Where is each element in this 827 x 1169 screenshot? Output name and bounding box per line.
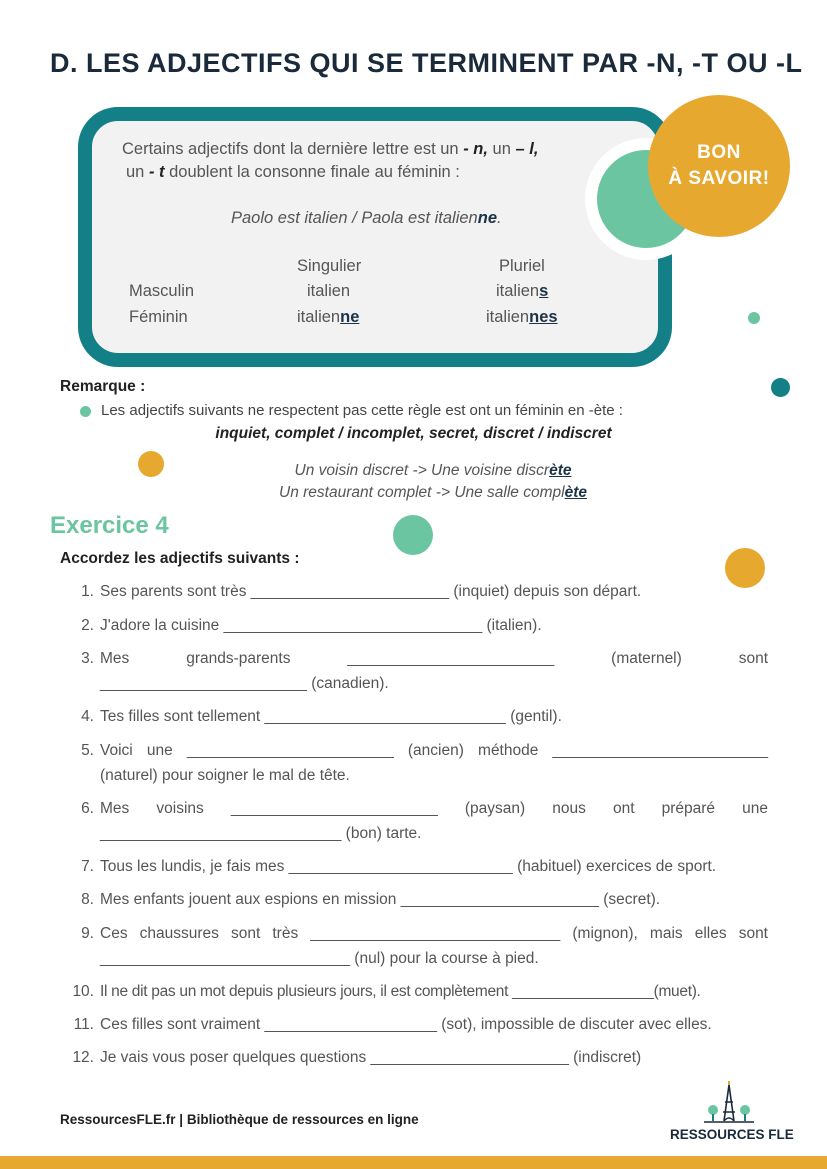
ending: ne xyxy=(340,308,360,326)
item-number: 3. xyxy=(81,650,94,667)
item-number: 6. xyxy=(81,800,94,817)
exercise-item xyxy=(68,613,768,638)
exercise-item xyxy=(68,1045,768,1070)
item-number: 8. xyxy=(81,891,94,908)
rule-example xyxy=(231,209,502,228)
intro-text: un xyxy=(126,163,149,181)
exercise-item xyxy=(68,887,768,912)
rule-intro-line-2 xyxy=(126,163,460,182)
item-number: 4. xyxy=(81,708,94,725)
decorative-circle-green-2 xyxy=(393,515,433,555)
badge-line-2: À SAVOIR! xyxy=(668,168,770,189)
item-number: 9. xyxy=(81,925,94,942)
logo-text: RESSOURCES FLE xyxy=(670,1127,794,1142)
decorative-dot-green xyxy=(748,312,760,324)
item-text: Ces chaussures sont très _____________________________ (mignon), mais elles sont _____________________________ (nul) pour la course à pied. xyxy=(100,925,768,967)
ending: nes xyxy=(529,308,558,326)
item-text: Tes filles sont tellement ____________________________ (gentil). xyxy=(100,708,562,725)
item-text: Voici une ________________________ (ancien) méthode _________________________ (naturel) pour soigner le mal de tête. xyxy=(100,742,768,784)
example-text: Un restaurant complet -> Une salle compl xyxy=(279,484,565,501)
item-text: Ses parents sont très _______________________ (inquiet) depuis son départ. xyxy=(100,583,642,600)
remark-adjective-list: inquiet, complet / incomplet, secret, discret / indiscret xyxy=(215,425,612,442)
item-text: Mes voisins ________________________ (paysan) nous ont préparé une ____________________________ (bon) tarte. xyxy=(100,800,768,842)
bottom-bar xyxy=(0,1156,827,1169)
masculin-singulier: italien xyxy=(307,282,351,300)
item-number: 5. xyxy=(81,742,94,759)
remark-text: Les adjectifs suivants ne respectent pas cette règle est ont un féminin en -ète : xyxy=(101,402,623,419)
stem: italien xyxy=(297,308,341,326)
exercise-item xyxy=(68,704,768,729)
item-number: 1. xyxy=(81,583,94,600)
letter-l: – l, xyxy=(515,140,539,158)
exercise-item xyxy=(68,646,768,696)
exercise-item xyxy=(68,854,768,879)
bon-a-savoir-badge xyxy=(648,95,790,237)
bullet-icon xyxy=(80,406,91,417)
exercise-item xyxy=(68,1012,768,1037)
example-ending: ète xyxy=(549,462,572,479)
exercise-title: Exercice 4 xyxy=(50,512,169,539)
item-number: 10. xyxy=(72,983,94,1000)
item-text: Je vais vous poser quelques questions _______________________ (indiscret) xyxy=(100,1049,642,1066)
badge-line-1: BON xyxy=(697,142,741,163)
item-number: 12. xyxy=(72,1049,94,1066)
col-header-singulier: Singulier xyxy=(297,257,362,275)
feminin-singulier xyxy=(297,308,359,327)
exercise-item xyxy=(68,579,768,604)
item-number: 7. xyxy=(81,858,94,875)
item-number: 2. xyxy=(81,617,94,634)
col-header-pluriel: Pluriel xyxy=(499,257,545,275)
stem: italien xyxy=(486,308,530,326)
ending: s xyxy=(539,282,549,300)
item-number: 11. xyxy=(73,1016,94,1033)
feminin-pluriel xyxy=(486,308,558,327)
item-text: Tous les lundis, je fais mes __________________________ (habituel) exercices de sport. xyxy=(100,858,717,875)
remark-example-2 xyxy=(0,484,827,502)
eiffel-tower-logo-icon xyxy=(700,1080,758,1124)
intro-text: doublent la consonne finale au féminin : xyxy=(164,163,460,181)
example-text: . xyxy=(497,209,502,227)
exercise-instruction: Accordez les adjectifs suivants : xyxy=(60,550,300,567)
item-text: Mes grands-parents ________________________ (maternel) sont ________________________ (canadien). xyxy=(100,650,768,692)
exercise-item xyxy=(68,738,768,788)
rule-intro-line-1 xyxy=(122,140,538,159)
example-ending: ne xyxy=(477,209,498,227)
exercise-item xyxy=(68,979,768,1004)
row-label-feminin: Féminin xyxy=(129,308,188,326)
decorative-dot-teal xyxy=(771,378,790,397)
page-title: D. LES ADJECTIFS QUI SE TERMINENT PAR -N, -T OU -L xyxy=(50,48,803,78)
item-text: Ces filles sont vraiment ____________________ (sot), impossible de discuter avec elles. xyxy=(100,1016,712,1033)
intro-text: un xyxy=(487,140,516,158)
masculin-pluriel xyxy=(496,282,548,301)
stem: italien xyxy=(496,282,540,300)
footer-text: RessourcesFLE.fr | Bibliothèque de ressources en ligne xyxy=(60,1112,419,1127)
item-text: Il ne dit pas un mot depuis plusieurs jours, il est complètement _________________(muet). xyxy=(100,983,701,1000)
row-label-masculin: Masculin xyxy=(129,282,195,300)
item-text: J'adore la cuisine ______________________________ (italien). xyxy=(100,617,542,634)
item-text: Mes enfants jouent aux espions en mission _______________________ (secret). xyxy=(100,891,661,908)
remark-example-1 xyxy=(0,462,827,480)
example-text: Paolo est italien / Paola est italien xyxy=(231,209,478,227)
example-text: Un voisin discret -> Une voisine discr xyxy=(294,462,550,479)
intro-text: Certains adjectifs dont la dernière lettre est un xyxy=(122,140,464,158)
letter-t: - t xyxy=(148,163,165,181)
letter-n: - n, xyxy=(463,140,488,158)
exercise-item xyxy=(68,921,768,971)
remark-title: Remarque : xyxy=(60,378,146,395)
example-ending: ète xyxy=(564,484,587,501)
exercise-item xyxy=(68,796,768,846)
